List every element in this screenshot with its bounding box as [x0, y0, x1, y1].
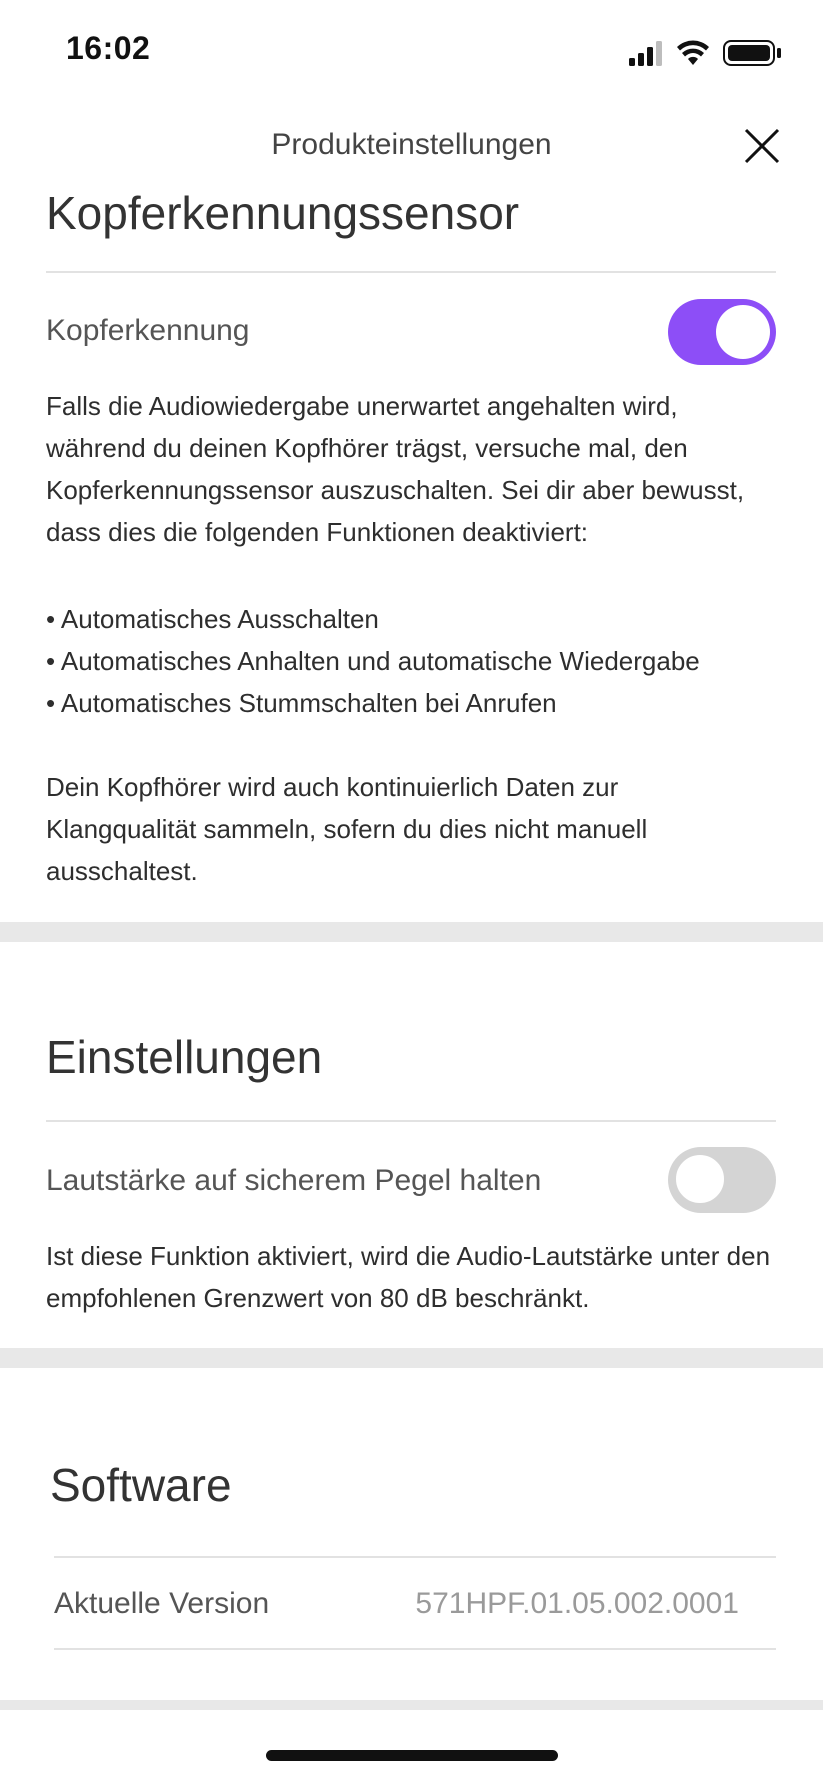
current-version-label: Aktuelle Version: [54, 1587, 270, 1620]
description-text: Ist diese Funktion aktiviert, wird die Audio-Lautstärke unter den empfohlenen Grenzwert von 80 dB beschränkt.: [46, 1241, 771, 1313]
safe-volume-description: [46, 1235, 786, 1319]
section-separator: [0, 1348, 823, 1368]
status-icons: [627, 36, 787, 68]
current-version-value: 571HPF.01.05.002.0001: [415, 1587, 739, 1620]
divider: [54, 1648, 776, 1650]
list-item: • Automatisches Anhalten und automatische Wiedergabe: [46, 640, 776, 682]
section-separator: [0, 1700, 823, 1710]
section-title-settings: Einstellungen: [46, 1031, 323, 1083]
description-text: Falls die Audiowiedergabe unerwartet angehalten wird, während du deinen Kopfhörer trägst, versuche mal, den Kopferkennungssensor auszuschalten. Sei dir aber bewusst, dass dies die folgenden Funktionen deaktiviert:: [46, 391, 745, 547]
description-text: Dein Kopfhörer wird auch kontinuierlich Daten zur Klangqualität sammeln, sofern du dies nicht manuell ausschaltest.: [46, 772, 648, 886]
cellular-signal-icon: [629, 41, 662, 66]
head-sensor-description: [46, 385, 766, 553]
divider: [46, 1120, 776, 1122]
close-icon[interactable]: [742, 126, 782, 166]
section-title-head-sensor: Kopferkennungssensor: [46, 187, 520, 239]
header-title: Produkteinstellungen: [271, 128, 552, 161]
section-separator: [0, 922, 823, 942]
list-item: • Automatisches Stummschalten bei Anrufen: [46, 682, 776, 724]
wifi-icon: [677, 41, 709, 65]
head-detection-label: Kopferkennung: [46, 314, 250, 347]
divider: [54, 1556, 776, 1558]
divider: [46, 271, 776, 273]
disabled-features-list: [46, 598, 776, 724]
safe-volume-toggle[interactable]: [668, 1147, 776, 1213]
home-indicator[interactable]: [266, 1750, 558, 1761]
toggle-knob: [674, 1153, 726, 1205]
toggle-knob: [716, 305, 770, 359]
battery-icon: [724, 41, 781, 65]
data-collection-note: [46, 766, 706, 892]
status-time: 16:02: [66, 30, 151, 66]
section-title-software: Software: [50, 1459, 232, 1511]
list-item: • Automatisches Ausschalten: [46, 598, 776, 640]
head-detection-toggle[interactable]: [668, 299, 776, 365]
safe-volume-label: Lautstärke auf sicherem Pegel halten: [46, 1164, 542, 1197]
